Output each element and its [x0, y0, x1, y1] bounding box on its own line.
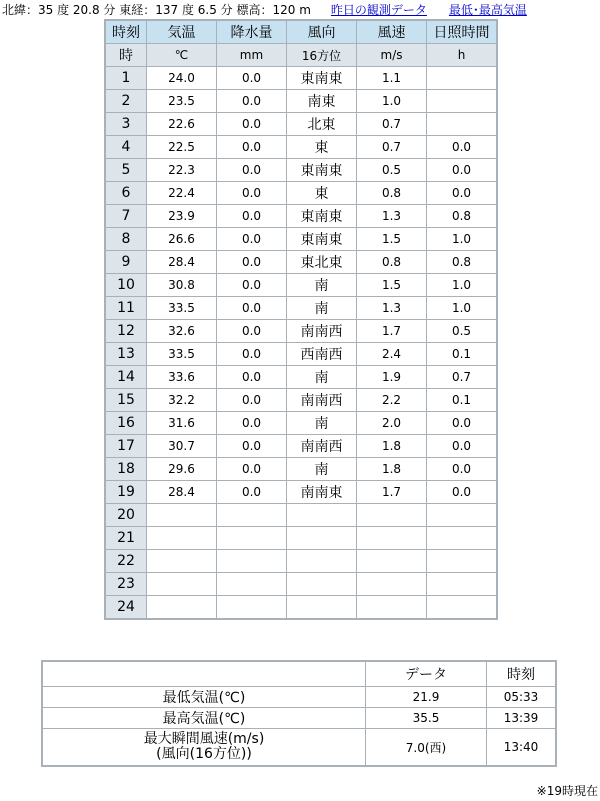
sunshine-cell — [427, 67, 498, 90]
unit-sunshine: h — [427, 44, 498, 67]
hour-cell: 23 — [105, 573, 147, 596]
table-row — [105, 159, 497, 182]
sunshine-cell: 0.0 — [427, 412, 498, 435]
table-units-row — [105, 44, 497, 67]
temperature-cell — [147, 596, 217, 620]
precipitation-cell — [217, 550, 287, 573]
temperature-cell — [147, 550, 217, 573]
sunshine-cell — [427, 550, 498, 573]
hour-cell: 1 — [105, 67, 147, 90]
wind-speed-cell: 1.5 — [357, 228, 427, 251]
hour-cell: 17 — [105, 435, 147, 458]
daily-summary-table — [41, 660, 557, 767]
unit-temperature: ℃ — [147, 44, 217, 67]
unit-wind-direction: 16方位 — [287, 44, 357, 67]
wind-direction-cell: 北東 — [287, 113, 357, 136]
wind-direction-cell: 南 — [287, 297, 357, 320]
table-row — [105, 205, 497, 228]
table-row — [105, 297, 497, 320]
max-gust-label-line1: 最大瞬間風速(m/s) — [143, 731, 265, 747]
wind-direction-cell: 南南東 — [287, 481, 357, 504]
table-row — [105, 366, 497, 389]
wind-speed-cell: 1.9 — [357, 366, 427, 389]
precipitation-cell — [217, 527, 287, 550]
summary-header-row — [42, 661, 556, 687]
table-row — [105, 113, 497, 136]
table-row — [105, 527, 497, 550]
wind-speed-cell — [357, 504, 427, 527]
wind-speed-cell: 2.0 — [357, 412, 427, 435]
wind-speed-cell — [357, 527, 427, 550]
precipitation-cell: 0.0 — [217, 320, 287, 343]
sunshine-cell — [427, 573, 498, 596]
precipitation-cell: 0.0 — [217, 136, 287, 159]
sunshine-cell: 0.7 — [427, 366, 498, 389]
precipitation-cell: 0.0 — [217, 458, 287, 481]
wind-speed-cell: 1.8 — [357, 458, 427, 481]
precipitation-cell: 0.0 — [217, 159, 287, 182]
hour-cell: 5 — [105, 159, 147, 182]
temperature-cell: 22.5 — [147, 136, 217, 159]
hour-cell: 18 — [105, 458, 147, 481]
table-row — [105, 274, 497, 297]
summary-row-max-temp — [42, 708, 556, 729]
max-temp-value: 35.5 — [366, 708, 487, 729]
precipitation-cell: 0.0 — [217, 182, 287, 205]
wind-direction-cell — [287, 550, 357, 573]
precipitation-cell — [217, 596, 287, 620]
sunshine-cell: 1.0 — [427, 297, 498, 320]
wind-speed-cell: 1.5 — [357, 274, 427, 297]
temperature-cell: 26.6 — [147, 228, 217, 251]
sunshine-cell — [427, 504, 498, 527]
wind-direction-cell: 南南西 — [287, 320, 357, 343]
table-row — [105, 389, 497, 412]
min-temp-value: 21.9 — [366, 687, 487, 708]
precipitation-cell — [217, 573, 287, 596]
summary-header-data: データ — [366, 661, 487, 687]
table-row — [105, 550, 497, 573]
wind-speed-cell: 2.4 — [357, 343, 427, 366]
temperature-cell: 22.4 — [147, 182, 217, 205]
wind-direction-cell: 南東 — [287, 90, 357, 113]
wind-speed-cell: 1.7 — [357, 320, 427, 343]
wind-direction-cell — [287, 596, 357, 620]
wind-speed-cell: 1.1 — [357, 67, 427, 90]
sunshine-cell: 0.5 — [427, 320, 498, 343]
wind-speed-cell: 0.8 — [357, 251, 427, 274]
max-temp-label: 最高気温(℃) — [42, 708, 366, 729]
precipitation-cell: 0.0 — [217, 389, 287, 412]
precipitation-cell: 0.0 — [217, 90, 287, 113]
hour-cell: 11 — [105, 297, 147, 320]
table-row — [105, 320, 497, 343]
wind-speed-cell — [357, 596, 427, 620]
temperature-cell — [147, 527, 217, 550]
hour-cell: 15 — [105, 389, 147, 412]
hour-cell: 8 — [105, 228, 147, 251]
header-precipitation: 降水量 — [217, 20, 287, 44]
wind-speed-cell: 1.3 — [357, 297, 427, 320]
sunshine-cell: 0.0 — [427, 458, 498, 481]
wind-direction-cell: 東南東 — [287, 228, 357, 251]
unit-precipitation: mm — [217, 44, 287, 67]
table-row — [105, 136, 497, 159]
sunshine-cell: 0.0 — [427, 435, 498, 458]
temperature-cell: 32.6 — [147, 320, 217, 343]
table-row — [105, 435, 497, 458]
sunshine-cell: 0.0 — [427, 159, 498, 182]
min-max-temp-link[interactable]: 最低･最高気温 — [448, 2, 527, 17]
temperature-cell: 23.5 — [147, 90, 217, 113]
wind-speed-cell: 1.8 — [357, 435, 427, 458]
hour-cell: 2 — [105, 90, 147, 113]
temperature-cell: 33.5 — [147, 343, 217, 366]
hourly-observation-table — [104, 19, 498, 620]
hour-cell: 24 — [105, 596, 147, 620]
table-row — [105, 412, 497, 435]
sunshine-cell — [427, 90, 498, 113]
wind-direction-cell: 東 — [287, 182, 357, 205]
hour-cell: 20 — [105, 504, 147, 527]
table-row — [105, 228, 497, 251]
max-gust-label-line2: (風向(16方位)) — [156, 746, 252, 762]
temperature-cell — [147, 573, 217, 596]
table-row — [105, 343, 497, 366]
sunshine-cell — [427, 113, 498, 136]
precipitation-cell: 0.0 — [217, 297, 287, 320]
wind-direction-cell: 東北東 — [287, 251, 357, 274]
wind-direction-cell — [287, 573, 357, 596]
summary-header-time: 時刻 — [487, 661, 557, 687]
precipitation-cell: 0.0 — [217, 274, 287, 297]
temperature-cell: 33.6 — [147, 366, 217, 389]
hour-cell: 7 — [105, 205, 147, 228]
hour-cell: 13 — [105, 343, 147, 366]
wind-speed-cell: 0.8 — [357, 182, 427, 205]
temperature-cell: 28.4 — [147, 251, 217, 274]
hour-cell: 21 — [105, 527, 147, 550]
table-row — [105, 67, 497, 90]
wind-direction-cell: 東南東 — [287, 205, 357, 228]
table-row — [105, 573, 497, 596]
hour-cell: 4 — [105, 136, 147, 159]
max-gust-label — [42, 729, 366, 767]
wind-direction-cell — [287, 504, 357, 527]
max-gust-time: 13:40 — [487, 729, 557, 767]
wind-speed-cell — [357, 573, 427, 596]
table-row — [105, 251, 497, 274]
temperature-cell: 29.6 — [147, 458, 217, 481]
header-sunshine: 日照時間 — [427, 20, 498, 44]
header-time: 時刻 — [105, 20, 147, 44]
precipitation-cell: 0.0 — [217, 251, 287, 274]
sunshine-cell: 0.0 — [427, 136, 498, 159]
sunshine-cell: 0.1 — [427, 343, 498, 366]
precipitation-cell: 0.0 — [217, 228, 287, 251]
temperature-cell: 32.2 — [147, 389, 217, 412]
wind-direction-cell: 東南東 — [287, 159, 357, 182]
max-gust-value: 7.0(西) — [366, 729, 487, 767]
temperature-cell: 30.7 — [147, 435, 217, 458]
precipitation-cell: 0.0 — [217, 67, 287, 90]
header-wind-direction: 風向 — [287, 20, 357, 44]
max-temp-time: 13:39 — [487, 708, 557, 729]
precipitation-cell — [217, 504, 287, 527]
hour-cell: 16 — [105, 412, 147, 435]
wind-speed-cell: 2.2 — [357, 389, 427, 412]
as-of-footnote: ※19時現在 — [536, 784, 598, 798]
summary-row-max-gust — [42, 729, 556, 767]
temperature-cell: 28.4 — [147, 481, 217, 504]
station-location: 北緯：35 度 20.8 分 東経：137 度 6.5 分 標高：120 m — [2, 2, 311, 17]
temperature-cell: 23.9 — [147, 205, 217, 228]
hour-cell: 9 — [105, 251, 147, 274]
table-row — [105, 481, 497, 504]
table-header-row — [105, 20, 497, 44]
sunshine-cell: 1.0 — [427, 228, 498, 251]
precipitation-cell: 0.0 — [217, 435, 287, 458]
min-temp-label: 最低気温(℃) — [42, 687, 366, 708]
header-wind-speed: 風速 — [357, 20, 427, 44]
hourly-table-body — [105, 67, 497, 620]
wind-direction-cell — [287, 527, 357, 550]
hour-cell: 14 — [105, 366, 147, 389]
sunshine-cell: 0.8 — [427, 251, 498, 274]
wind-speed-cell: 0.7 — [357, 136, 427, 159]
temperature-cell: 22.6 — [147, 113, 217, 136]
sunshine-cell: 1.0 — [427, 274, 498, 297]
wind-speed-cell: 0.5 — [357, 159, 427, 182]
precipitation-cell: 0.0 — [217, 113, 287, 136]
unit-wind-speed: m/s — [357, 44, 427, 67]
table-row — [105, 90, 497, 113]
table-row — [105, 596, 497, 620]
min-temp-time: 05:33 — [487, 687, 557, 708]
wind-speed-cell: 1.3 — [357, 205, 427, 228]
unit-time: 時 — [105, 44, 147, 67]
precipitation-cell: 0.0 — [217, 366, 287, 389]
temperature-cell — [147, 504, 217, 527]
precipitation-cell: 0.0 — [217, 205, 287, 228]
sunshine-cell — [427, 596, 498, 620]
precipitation-cell: 0.0 — [217, 343, 287, 366]
temperature-cell: 22.3 — [147, 159, 217, 182]
yesterday-data-link[interactable]: 昨日の観測データ — [330, 2, 427, 17]
wind-direction-cell: 南南西 — [287, 435, 357, 458]
sunshine-cell: 0.0 — [427, 182, 498, 205]
wind-speed-cell: 1.7 — [357, 481, 427, 504]
hour-cell: 10 — [105, 274, 147, 297]
table-row — [105, 504, 497, 527]
wind-direction-cell: 南南西 — [287, 389, 357, 412]
wind-speed-cell: 1.0 — [357, 90, 427, 113]
precipitation-cell: 0.0 — [217, 412, 287, 435]
hour-cell: 6 — [105, 182, 147, 205]
sunshine-cell: 0.1 — [427, 389, 498, 412]
temperature-cell: 33.5 — [147, 297, 217, 320]
temperature-cell: 31.6 — [147, 412, 217, 435]
wind-direction-cell: 西南西 — [287, 343, 357, 366]
wind-direction-cell: 南 — [287, 412, 357, 435]
hour-cell: 3 — [105, 113, 147, 136]
table-row — [105, 182, 497, 205]
precipitation-cell: 0.0 — [217, 481, 287, 504]
summary-row-min-temp — [42, 687, 556, 708]
wind-speed-cell: 0.7 — [357, 113, 427, 136]
hour-cell: 22 — [105, 550, 147, 573]
sunshine-cell: 0.0 — [427, 481, 498, 504]
summary-header-blank — [42, 661, 366, 687]
hour-cell: 19 — [105, 481, 147, 504]
temperature-cell: 24.0 — [147, 67, 217, 90]
wind-direction-cell: 南 — [287, 366, 357, 389]
table-row — [105, 458, 497, 481]
wind-speed-cell — [357, 550, 427, 573]
station-header — [2, 0, 600, 18]
sunshine-cell — [427, 527, 498, 550]
sunshine-cell: 0.8 — [427, 205, 498, 228]
wind-direction-cell: 東南東 — [287, 67, 357, 90]
wind-direction-cell: 南 — [287, 274, 357, 297]
temperature-cell: 30.8 — [147, 274, 217, 297]
header-temperature: 気温 — [147, 20, 217, 44]
wind-direction-cell: 東 — [287, 136, 357, 159]
hour-cell: 12 — [105, 320, 147, 343]
wind-direction-cell: 南 — [287, 458, 357, 481]
